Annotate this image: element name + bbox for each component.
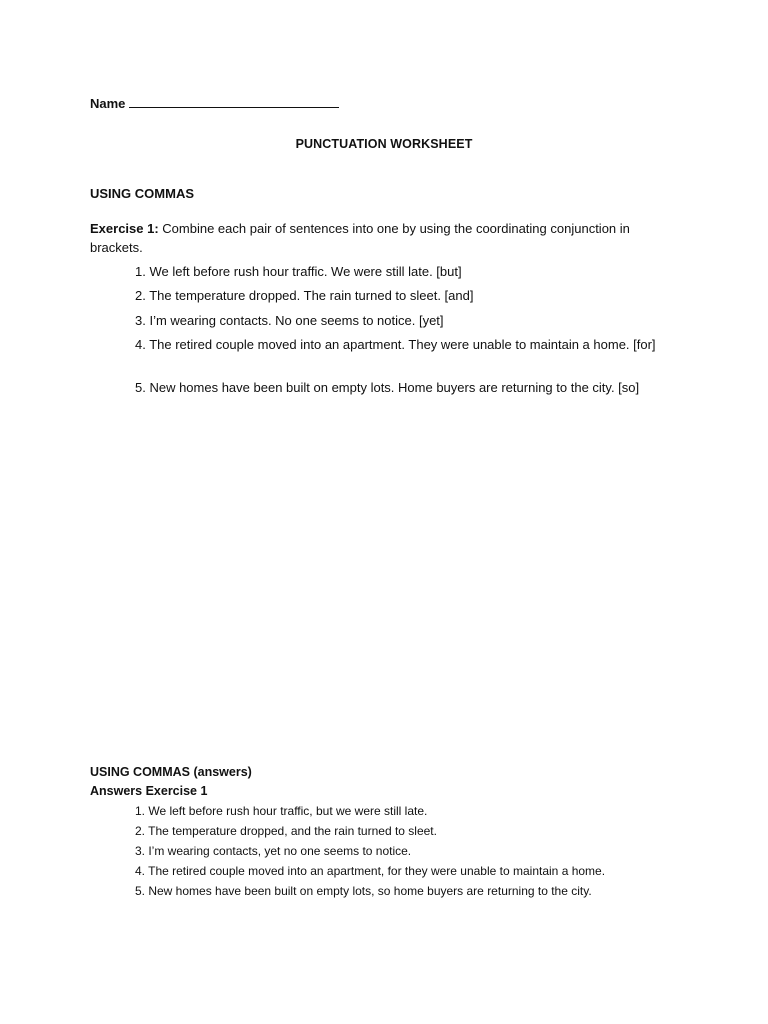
answers-heading: USING COMMAS (answers) xyxy=(90,765,252,779)
question-item-3: 3. I’m wearing contacts. No one seems to notice. [yet] xyxy=(135,313,444,328)
name-field-row xyxy=(90,94,339,113)
name-blank-line[interactable] xyxy=(129,94,339,108)
exercise-label: Exercise 1: xyxy=(90,221,159,236)
answer-item-2: 2. The temperature dropped, and the rain turned to sleet. xyxy=(135,824,437,838)
question-item-5: 5. New homes have been built on empty lots. Home buyers are returning to the city. [so] xyxy=(135,380,640,395)
answer-item-1: 1. We left before rush hour traffic, but we were still late. xyxy=(135,804,428,818)
page-title: PUNCTUATION WORKSHEET xyxy=(295,137,473,151)
exercise-instruction xyxy=(90,219,680,257)
answer-item-4: 4. The retired couple moved into an apartment, for they were unable to maintain a home. xyxy=(135,864,606,878)
section-heading: USING COMMAS xyxy=(90,186,194,201)
question-item-1: 1. We left before rush hour traffic. We were still late. [but] xyxy=(135,264,462,279)
answer-item-5: 5. New homes have been built on empty lots, so home buyers are returning to the city. xyxy=(135,884,592,898)
question-item-2: 2. The temperature dropped. The rain turned to sleet. [and] xyxy=(135,288,474,303)
answer-item-3: 3. I’m wearing contacts, yet no one seems to notice. xyxy=(135,844,412,858)
name-label: Name xyxy=(90,96,126,111)
question-item-4: 4. The retired couple moved into an apartment. They were unable to maintain a home. [for] xyxy=(135,337,656,352)
exercise-instruction-text: Combine each pair of sentences into one by using the coordinating conjunction in brackets. xyxy=(90,221,630,255)
answers-subheading: Answers Exercise 1 xyxy=(90,784,208,798)
